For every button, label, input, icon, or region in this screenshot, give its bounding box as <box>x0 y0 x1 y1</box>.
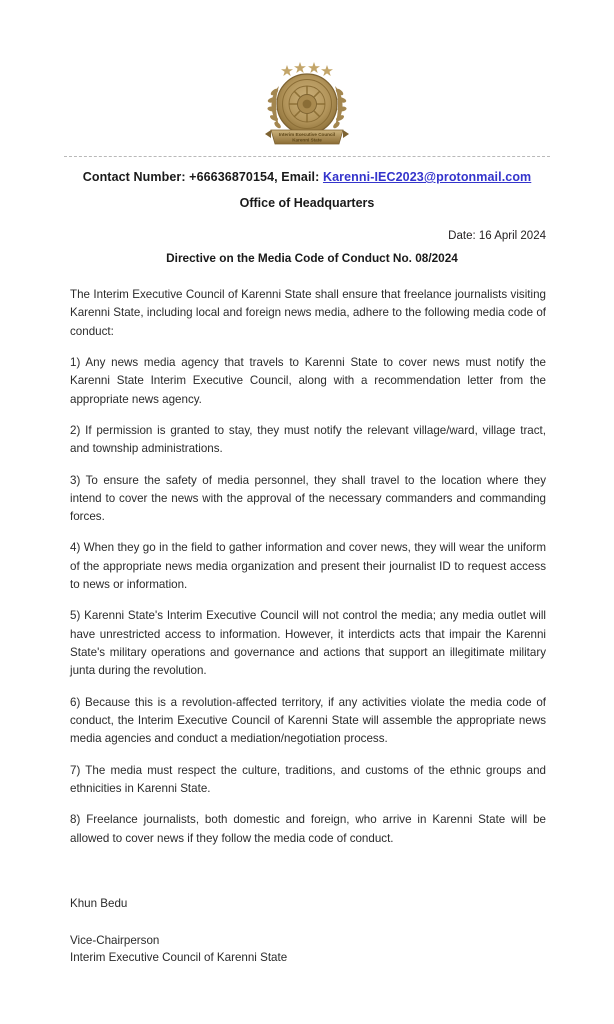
signatory-organization: Interim Executive Council of Karenni State <box>70 951 288 965</box>
emblem-container <box>0 0 614 148</box>
clause-paragraph: 7) The media must respect the culture, traditions, and customs of the ethnic groups and ethnicities in Karenni State. <box>70 763 546 795</box>
emblem-banner-line2: Karenni State <box>292 137 322 143</box>
header-divider <box>64 156 550 157</box>
signatory-role: Vice-Chairperson <box>70 933 160 947</box>
clause-paragraph: 3) To ensure the safety of media personnel, they shall travel to the location where they intend to cover the news with the approval of the necessary commanders and commanding forces. <box>70 473 546 524</box>
emblem-banner-line1: Interim Executive Council <box>278 132 336 138</box>
document-body <box>70 265 546 848</box>
clause-paragraph: 6) Because this is a revolution-affected territory, if any activities violate the media code of conduct, the Interim Executive Council of Karenni State will assemble the appropriate news media agencies and conduct a mediation/negotiation process. <box>70 695 546 746</box>
contact-line <box>0 170 614 184</box>
document-date: Date: 16 April 2024 <box>448 230 546 242</box>
signature-block <box>70 897 614 967</box>
office-heading: Office of Headquarters <box>239 196 375 210</box>
contact-prefix-text: Contact Number: +66636870154, Email: <box>82 170 323 184</box>
email-link[interactable]: Karenni-IEC2023@protonmail.com <box>322 170 532 184</box>
document-title: Directive on the Media Code of Conduct No. 08/2024 <box>166 251 458 265</box>
clause-paragraph: 1) Any news media agency that travels to Karenni State to cover news must notify the Karenni State Interim Executive Council, along with a recommendation letter from the appropriate news agency. <box>70 355 546 406</box>
signatory-name: Khun Bedu <box>70 896 128 910</box>
clause-paragraph: 4) When they go in the field to gather information and cover news, they will wear the uniform of the appropriate news media organization and present their journalist ID to request access to news or information. <box>70 541 546 592</box>
clause-paragraph: 2) If permission is granted to stay, they must notify the relevant village/ward, village tract, and township administrations. <box>70 423 546 456</box>
karenni-iec-seal-icon <box>259 52 355 148</box>
clause-paragraph: 8) Freelance journalists, both domestic and foreign, who arrive in Karenni State will be allowed to cover news if they follow the media code of conduct. <box>70 813 546 845</box>
clause-paragraph: 5) Karenni State's Interim Executive Council will not control the media; any media outlet will have unrestricted access to information. However, it interdicts acts that impair the Karenni State's military operations and governance and actions that support an illegitimate military junta during the revolution. <box>70 609 546 678</box>
intro-paragraph: The Interim Executive Council of Karenni State shall ensure that freelance journalists visiting Karenni State, including local and foreign news media, adhere to the following media code of conduct: <box>70 288 546 338</box>
